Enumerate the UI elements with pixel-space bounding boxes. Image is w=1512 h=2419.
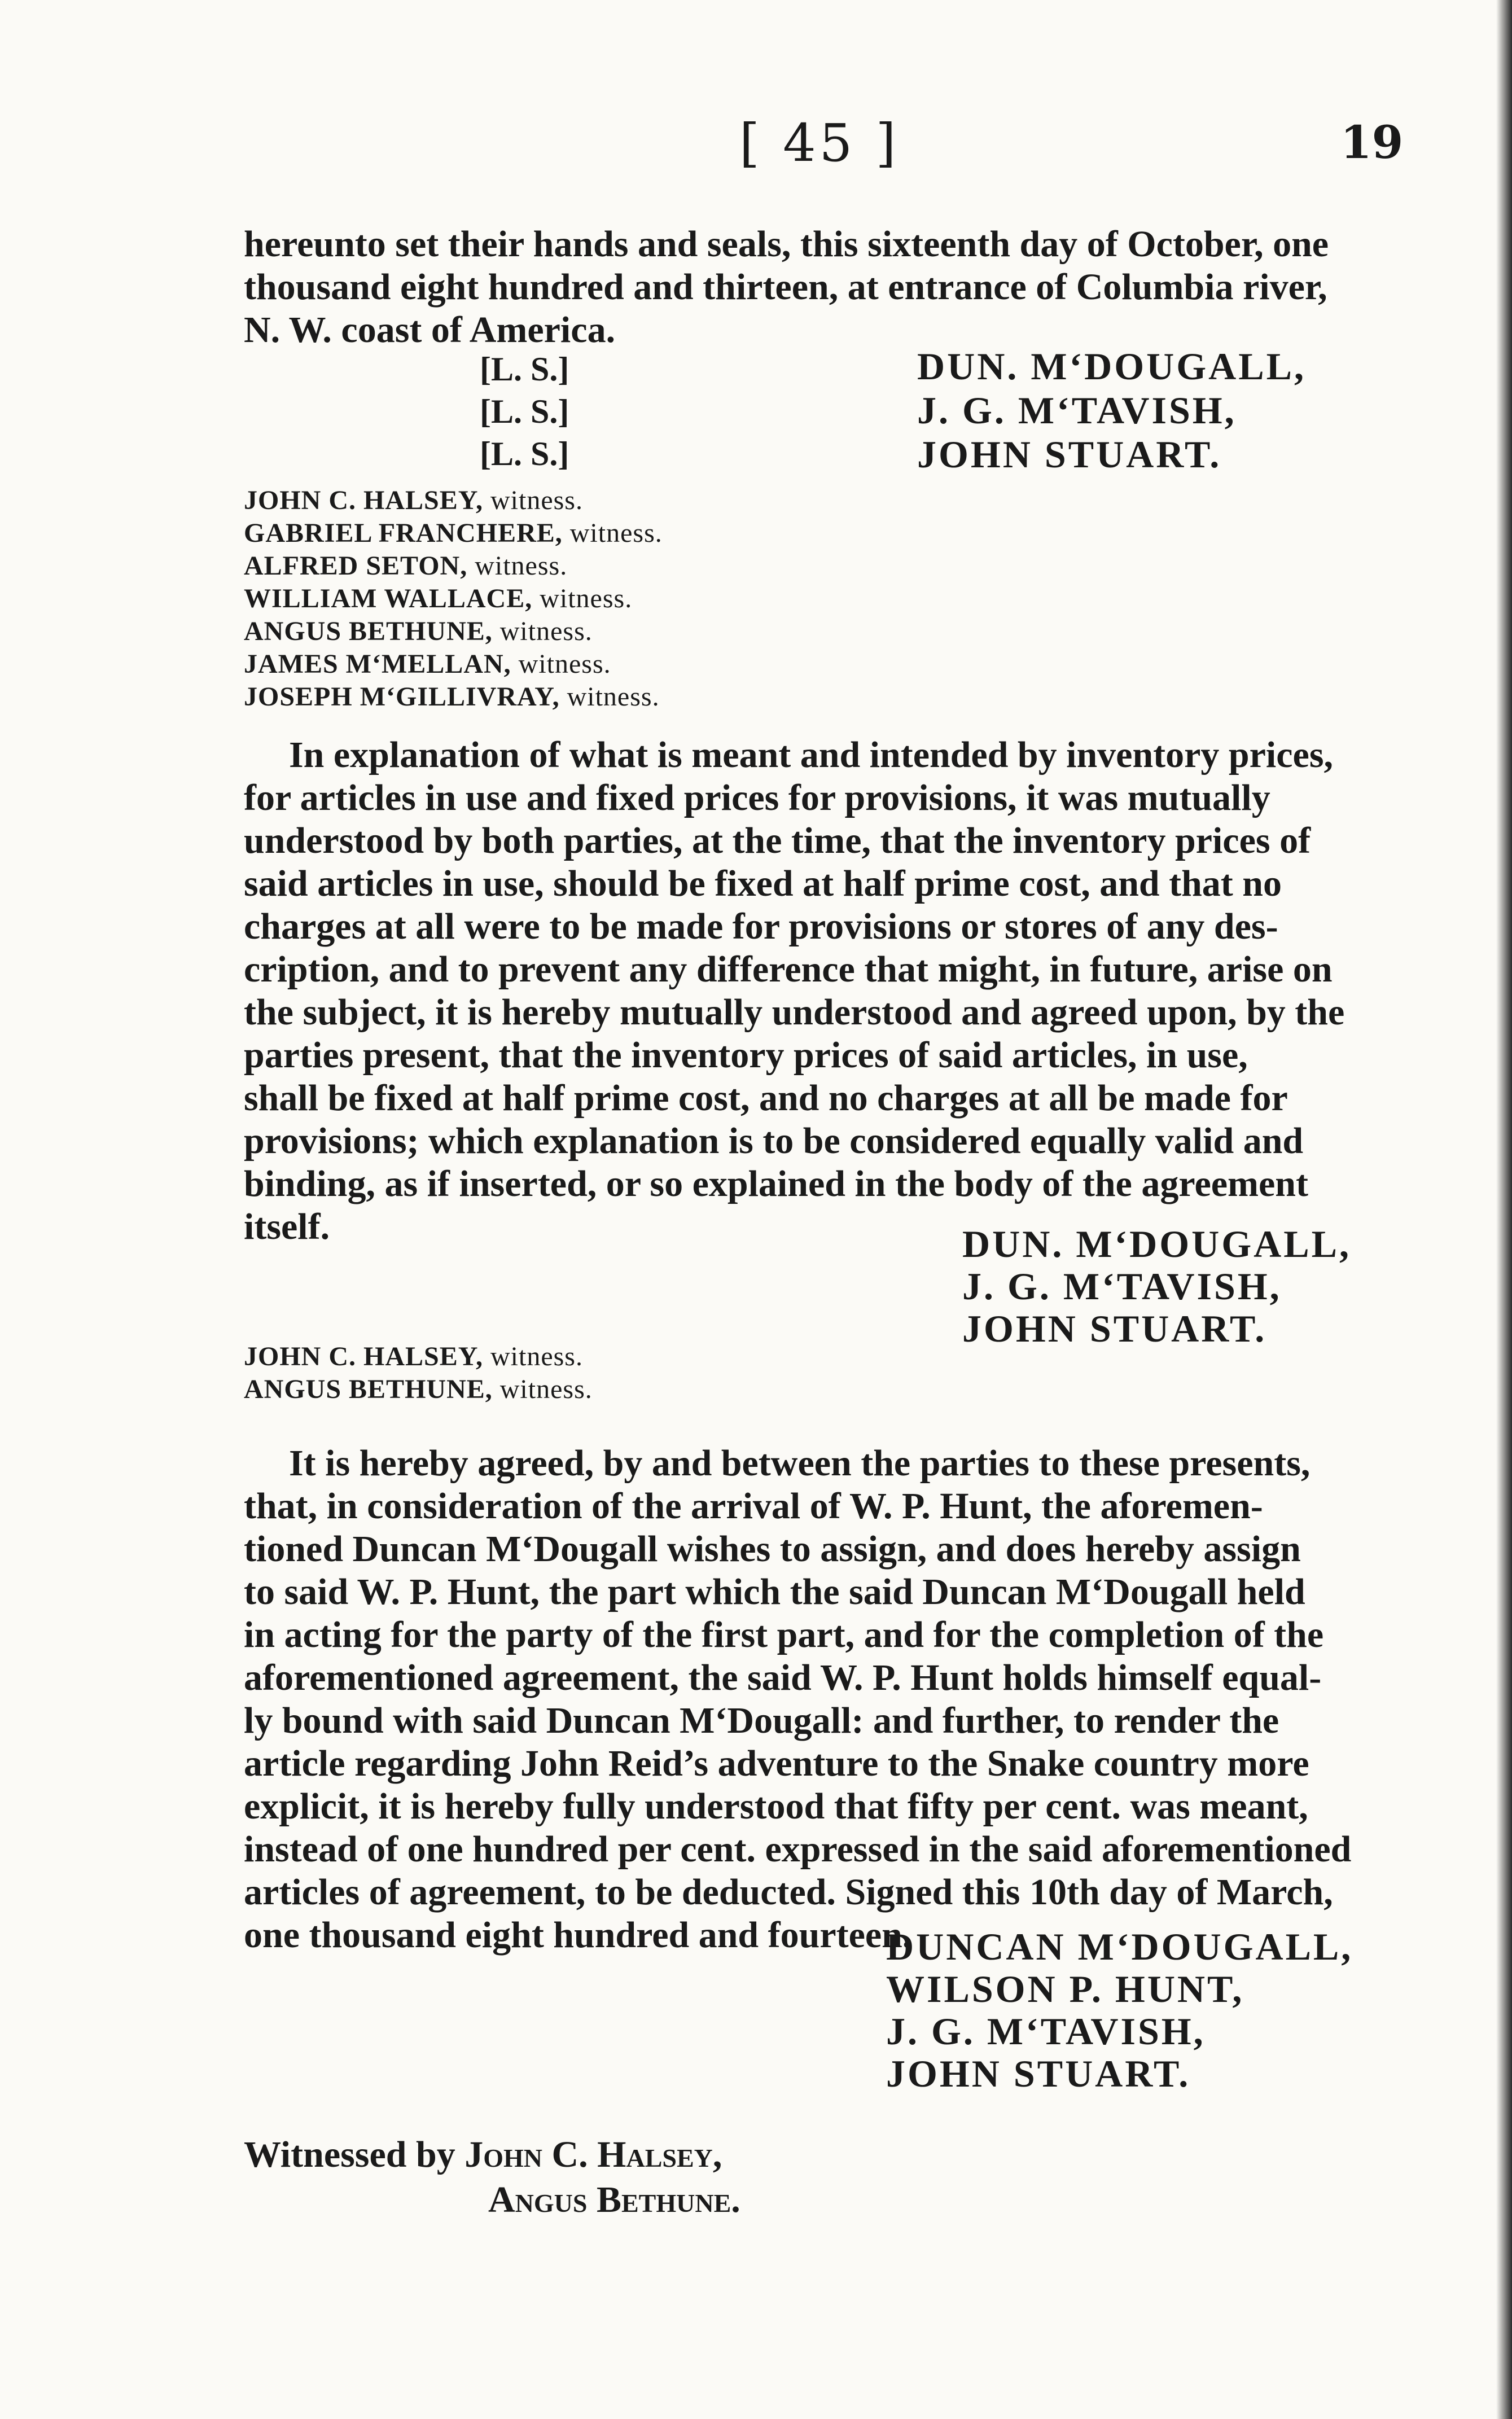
signer-name: J. G. M‘TAVISH, <box>886 2010 1206 2053</box>
witness-entry <box>244 1340 593 1373</box>
witness-role: witness. <box>499 616 593 646</box>
signer-name: JOHN STUART. <box>962 1307 1267 1350</box>
witness-role: witness. <box>569 518 663 548</box>
page-bracket-number: [ 45 ] <box>739 113 900 173</box>
seal-mark: [L. S.] <box>480 435 569 472</box>
signer-name: JOHN STUART. <box>886 2052 1191 2095</box>
text-line: thousand eight hundred and thirteen, at entrance of Columbia river, <box>244 266 1327 308</box>
witness-entry <box>244 582 663 615</box>
witness-role: witness. <box>540 584 633 613</box>
witness-name: JOHN C. HALSEY, <box>244 1342 483 1371</box>
witness-name: WILLIAM WALLACE, <box>244 584 533 613</box>
witness-entry <box>244 648 663 681</box>
seal-mark: [L. S.] <box>480 350 569 388</box>
text-line: that, in consideration of the arrival of W. P. Hunt, the aforemen- <box>244 1485 1263 1527</box>
signer-name: JOHN STUART. <box>917 433 1222 476</box>
seal-mark: [L. S.] <box>480 393 569 430</box>
witness-name: ANGUS BETHUNE, <box>244 616 493 646</box>
witness-name: ALFRED SETON, <box>244 551 468 581</box>
text-line: said articles in use, should be fixed at half prime cost, and that no <box>244 863 1282 904</box>
text-line: one thousand eight hundred and fourteen. <box>244 1914 912 1956</box>
page-edge-shadow <box>1496 0 1512 2419</box>
signer-name: DUN. M‘DOUGALL, <box>962 1222 1351 1265</box>
paragraph-signing-date <box>244 223 1429 352</box>
witness-role: witness. <box>518 649 611 679</box>
signer-name: DUNCAN M‘DOUGALL, <box>886 1925 1353 1968</box>
signer-name: DUN. M‘DOUGALL, <box>917 345 1306 388</box>
witness-entry <box>244 517 663 550</box>
witnessed-prefix: Witnessed by <box>244 2134 455 2175</box>
witness-entry <box>244 550 663 582</box>
witness-name: JAMES M‘MELLAN, <box>244 649 511 679</box>
signer-name: J. G. M‘TAVISH, <box>917 389 1237 432</box>
signer-name: J. G. M‘TAVISH, <box>962 1265 1282 1308</box>
signer-name: WILSON P. HUNT, <box>886 1967 1244 2010</box>
text-line: for articles in use and fixed prices for provisions, it was mutually <box>244 777 1270 818</box>
witness-name: GABRIEL FRANCHERE, <box>244 518 563 548</box>
witness-list <box>244 1340 593 1406</box>
witness-role: witness. <box>490 1342 583 1371</box>
text-line: provisions; which explanation is to be considered equally valid and <box>244 1120 1304 1162</box>
text-line: itself. <box>244 1206 330 1247</box>
text-line: explicit, it is hereby fully understood that fifty per cent. was meant, <box>244 1786 1308 1827</box>
witness-entry <box>244 681 663 713</box>
witness-role: witness. <box>490 485 583 515</box>
text-line: articles of agreement, to be deducted. Signed this 10th day of March, <box>244 1872 1333 1913</box>
witness-list <box>244 484 663 713</box>
text-line: cription, and to prevent any difference that might, in future, arise on <box>244 949 1333 990</box>
witness-entry <box>244 1373 593 1406</box>
witness-role: witness. <box>475 551 568 581</box>
text-line: In explanation of what is meant and intended by inventory prices, <box>289 734 1334 775</box>
witness-name: ANGUS BETHUNE, <box>244 1374 493 1404</box>
witness-name: Angus Bethune. <box>488 2179 740 2220</box>
text-line: the subject, it is hereby mutually understood and agreed upon, by the <box>244 992 1345 1033</box>
text-line: aforementioned agreement, the said W. P. Hunt holds himself equal- <box>244 1657 1322 1698</box>
witness-role: witness. <box>567 682 660 712</box>
text-line: shall be fixed at half prime cost, and no charges at all be made for <box>244 1077 1288 1119</box>
text-line: tioned Duncan M‘Dougall wishes to assign, and does hereby assign <box>244 1528 1301 1570</box>
paragraph-assignment <box>244 1442 1429 1957</box>
text-line: ly bound with said Duncan M‘Dougall: and further, to render the <box>244 1700 1279 1741</box>
paragraph-explanation <box>244 734 1429 1248</box>
text-line: It is hereby agreed, by and between the parties to these presents, <box>289 1443 1311 1484</box>
text-line: instead of one hundred per cent. expressed in the said aforementioned <box>244 1829 1352 1870</box>
text-line: charges at all were to be made for provisions or stores of any des- <box>244 906 1278 947</box>
witness-name: JOHN C. HALSEY, <box>244 485 483 515</box>
text-line: hereunto set their hands and seals, this sixteenth day of October, one <box>244 224 1329 265</box>
text-line: N. W. coast of America. <box>244 309 616 350</box>
text-line: parties present, that the inventory prices of said articles, in use, <box>244 1035 1248 1076</box>
text-line: to said W. P. Hunt, the part which the said Duncan M‘Dougall held <box>244 1571 1305 1612</box>
text-line: understood by both parties, at the time, that the inventory prices of <box>244 820 1311 861</box>
witness-entry <box>244 484 663 517</box>
witness-name: John C. Halsey, <box>464 2134 722 2175</box>
text-line: article regarding John Reid’s adventure to the Snake country more <box>244 1743 1309 1784</box>
witness-entry <box>244 615 663 648</box>
text-line: binding, as if inserted, or so explained in the body of the agreement <box>244 1163 1308 1204</box>
witness-name: JOSEPH M‘GILLIVRAY, <box>244 682 560 712</box>
witnessed-by-line <box>244 2133 722 2176</box>
page-number: 19 <box>1340 116 1404 169</box>
witness-role: witness. <box>499 1374 593 1404</box>
text-line: in acting for the party of the first part, and for the completion of the <box>244 1614 1324 1655</box>
